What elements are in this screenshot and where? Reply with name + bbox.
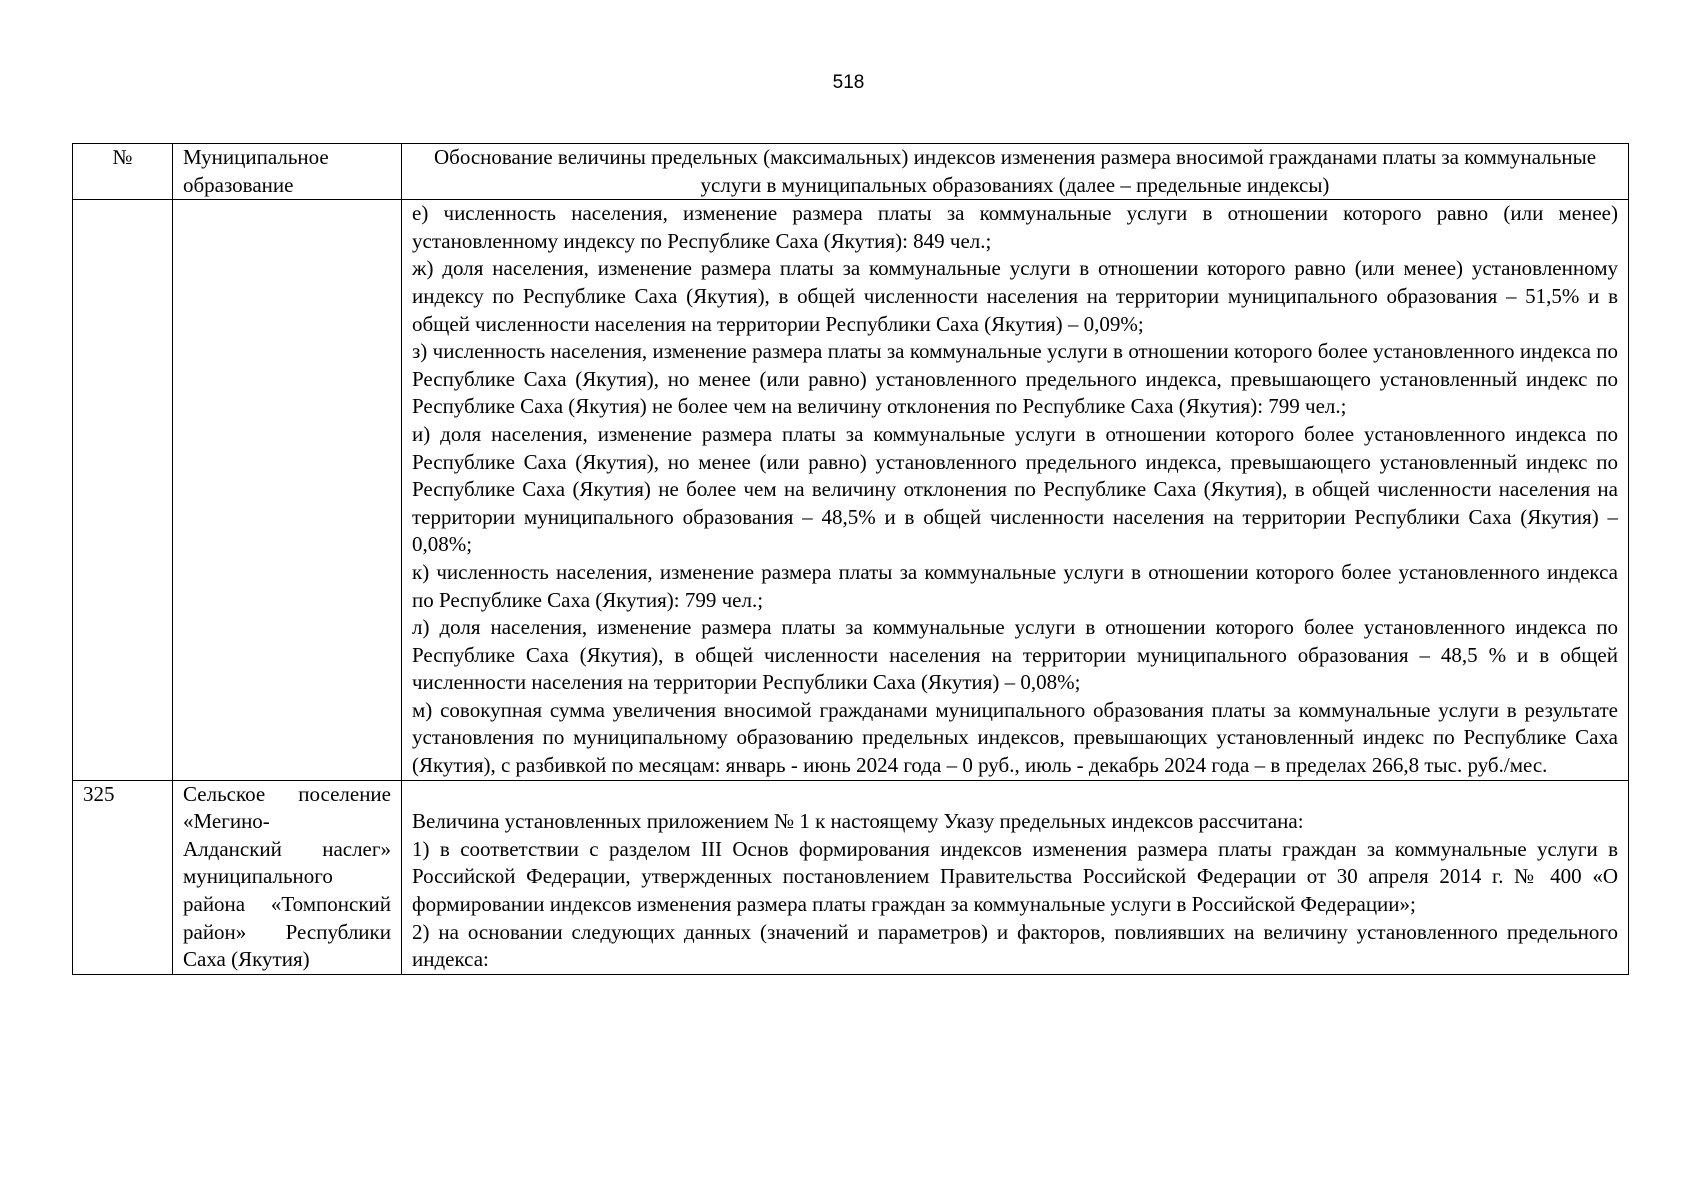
justification-paragraph: ж) доля населения, изменение размера платы за коммунальные услуги в отношении которого равно (или менее) установленному индексу по Республике Саха (Якутия), в общей численности населения на территории муниципального образования – 51,5% и в общей численности населения на территории Республики Саха (Якутия) – 0,09%; xyxy=(412,256,1618,336)
justification-paragraph: е) численность населения, изменение размера платы за коммунальные услуги в отношении которого равно (или менее) установленному индексу по Республике Саха (Якутия): 849 чел.; xyxy=(412,201,1618,253)
justification-paragraph: и) доля населения, изменение размера платы за коммунальные услуги в отношении которого более установленного индекса по Республике Саха (Якутия), но менее (или равно) установленного предельного индекса, превышающего установленный индекс по Республике Саха (Якутия) не более чем на величину отклонения по Республике Саха (Якутия), в общей численности населения на территории муниципального образования – 48,5% и в общей численности населения на территории Республики Саха (Якутия) – 0,08%; xyxy=(412,421,1618,557)
table-row xyxy=(73,780,1629,974)
indices-table xyxy=(72,143,1629,975)
header-justification: Обоснование величины предельных (максимальных) индексов изменения размера вносимой гражданами платы за коммунальные услуги в муниципальных образованиях (далее – предельные индексы) xyxy=(402,144,1629,200)
row-justification xyxy=(402,780,1629,974)
row-number: 325 xyxy=(73,780,173,974)
justification-paragraph: 1) в соответствии с разделом III Основ формирования индексов изменения размера платы граждан за коммунальные услуги в Российской Федерации, утвержденных постановлением Правительства Российской Федерации от 30 апреля 2014 г. № 400 «О формировании индексов изменения размера платы граждан за коммунальные услуги в Российской Федерации»; xyxy=(412,836,1618,917)
table-row xyxy=(73,200,1629,780)
justification-paragraph: к) численность населения, изменение размера платы за коммунальные услуги в отношении которого более установленного индекса по Республике Саха (Якутия): 799 чел.; xyxy=(412,559,1618,612)
header-municipality: Муниципальное образование xyxy=(173,144,402,200)
justification-paragraph: м) совокупная сумма увеличения вносимой гражданами муниципального образования платы за коммунальные услуги в результате установления по муниципальному образованию предельных индексов, превышающих установленный индекс по Республике Саха (Якутия), с разбивкой по месяцам: январь - июнь 2024 года – 0 руб., июль - декабрь 2024 года – в пределах 266,8 тыс. руб./мес. xyxy=(412,697,1618,778)
row-justification xyxy=(402,200,1629,780)
justification-paragraph: л) доля населения, изменение размера платы за коммунальные услуги в отношении которого более установленного индекса по Республике Саха (Якутия), в общей численности населения на территории муниципального образования – 48,5 % и в общей численности населения на территории Республики Саха (Якутия) – 0,08%; xyxy=(412,615,1618,695)
justification-paragraph: Величина установленных приложением № 1 к настоящему Указу предельных индексов рассчитана: xyxy=(412,809,1304,834)
justification-paragraph: з) численность населения, изменение размера платы за коммунальные услуги в отношении которого более установленного индекса по Республике Саха (Якутия), но менее (или равно) установленного предельного индекса, превышающего установленный индекс по Республике Саха (Якутия) не более чем на величину отклонения по Республике Саха (Якутия): 799 чел.; xyxy=(412,339,1618,419)
justification-paragraph: 2) на основании следующих данных (значений и параметров) и факторов, повлиявших на величину установленного предельного индекса: xyxy=(412,919,1618,972)
header-number: № xyxy=(73,144,173,200)
row-municipality: Сельское поселение «Мегино- Алданский наслег» муниципального района «Томпонский район» Республики Саха (Якутия) xyxy=(173,780,402,974)
table-header-row xyxy=(73,144,1629,200)
row-number xyxy=(73,200,173,780)
page-number: 518 xyxy=(832,72,865,93)
row-municipality xyxy=(173,200,402,780)
